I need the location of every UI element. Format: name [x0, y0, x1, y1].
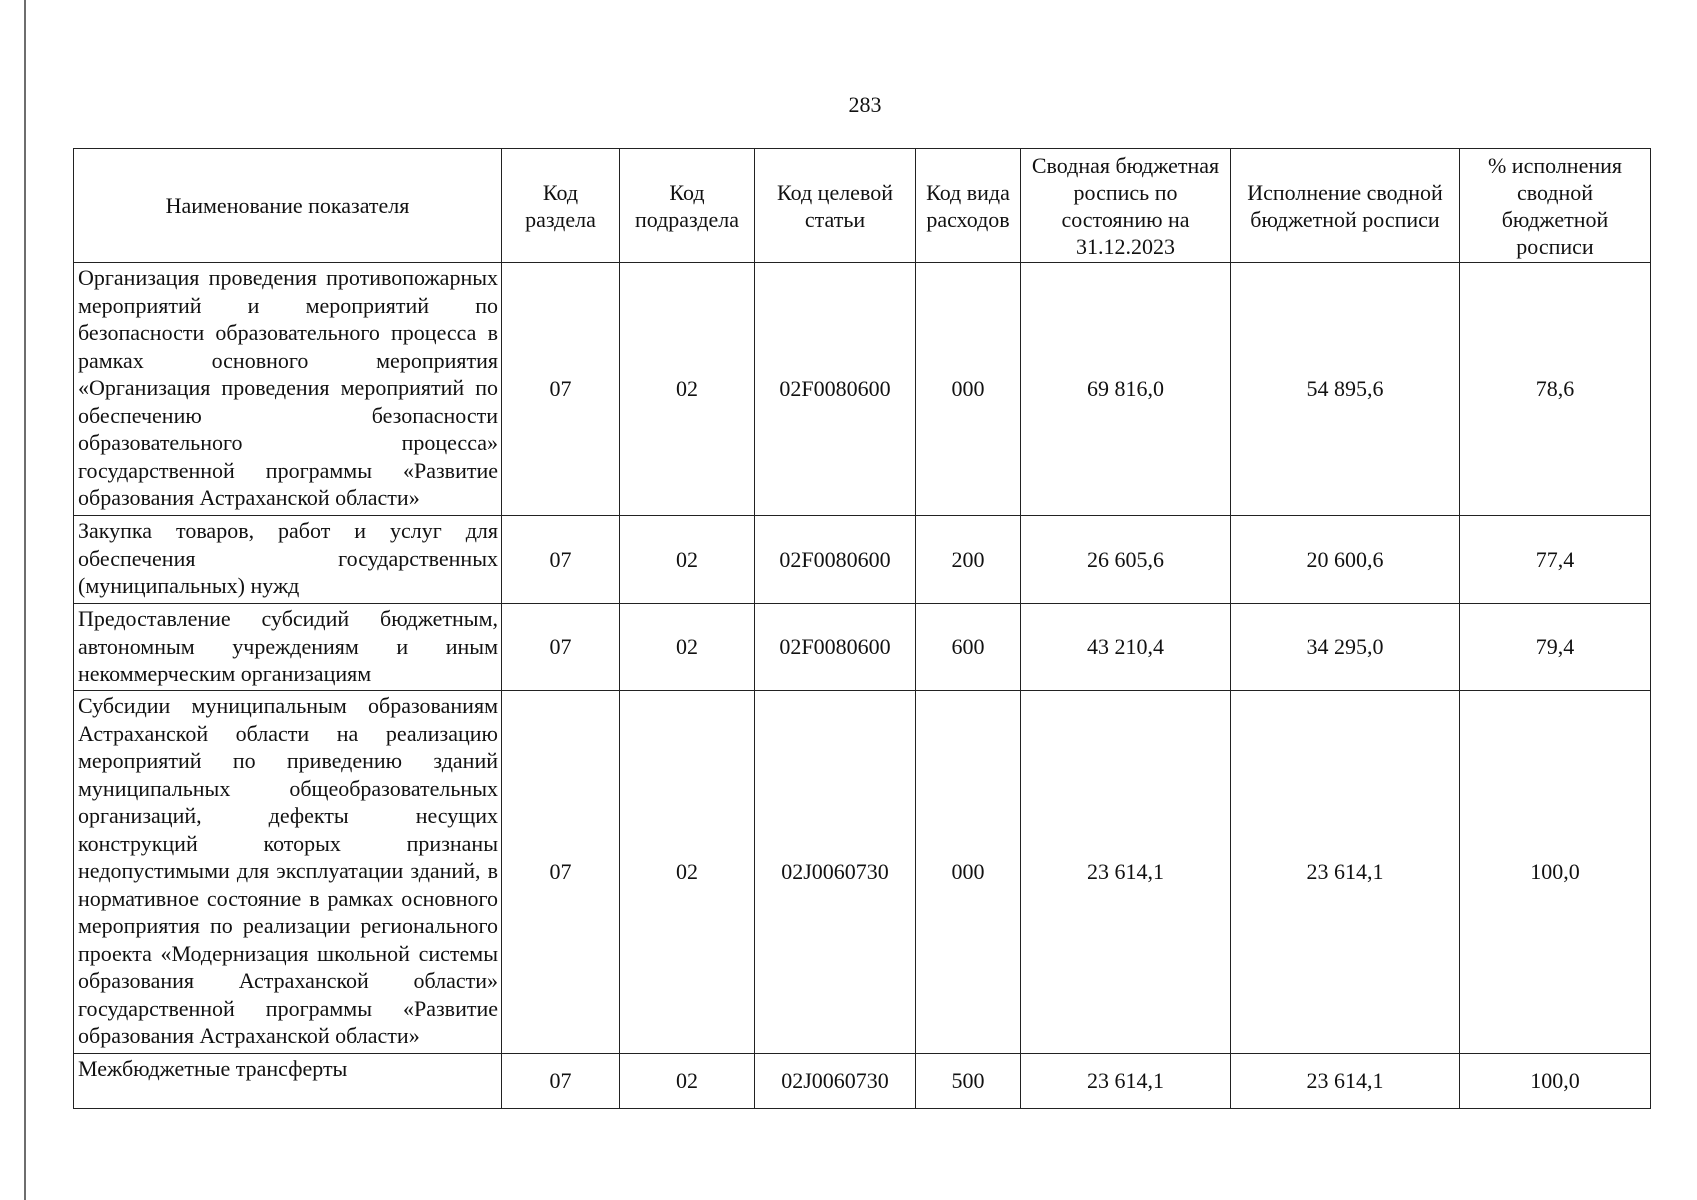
- row-section: 07: [502, 516, 620, 604]
- row-subsection: 02: [620, 263, 755, 516]
- row-expense-type: 600: [916, 604, 1021, 691]
- header-expense-type-code: Код вида расходов: [916, 149, 1021, 263]
- row-expense-type: 500: [916, 1054, 1021, 1109]
- table-row: [74, 516, 1651, 604]
- table-header-row: [74, 149, 1651, 263]
- row-subsection: 02: [620, 1054, 755, 1109]
- row-target: 02J0060730: [755, 691, 916, 1054]
- row-budget: 69 816,0: [1021, 263, 1231, 516]
- table-row: [74, 604, 1651, 691]
- row-percent: 78,6: [1460, 263, 1651, 516]
- table-row: [74, 1054, 1651, 1109]
- row-expense-type: 200: [916, 516, 1021, 604]
- table-row: [74, 691, 1651, 1054]
- row-percent: 79,4: [1460, 604, 1651, 691]
- row-percent: 77,4: [1460, 516, 1651, 604]
- row-name: Субсидии муниципальным образованиям Астраханской области на реализацию мероприятий по приведению зданий муниципальных общеобразовательных организаций, дефекты несущих конструкций которых признаны недопустимыми для эксплуатации зданий, в нормативное состояние в рамках основного мероприятия по реализации регионального проекта «Модернизация школьной системы образования Астраханской области» государственной программы «Развитие образования Астраханской области»: [74, 691, 502, 1054]
- row-expense-type: 000: [916, 691, 1021, 1054]
- budget-execution-table: [73, 148, 1651, 1109]
- row-section: 07: [502, 263, 620, 516]
- row-execution: 23 614,1: [1231, 691, 1460, 1054]
- header-section-code: Код раздела: [502, 149, 620, 263]
- row-percent: 100,0: [1460, 691, 1651, 1054]
- header-target-code: Код целевой статьи: [755, 149, 916, 263]
- row-budget: 23 614,1: [1021, 691, 1231, 1054]
- row-target: 02F0080600: [755, 604, 916, 691]
- row-name: Предоставление субсидий бюджетным, автономным учреждениям и иным некоммерческим организациям: [74, 604, 502, 691]
- page-number: 283: [848, 92, 882, 117]
- row-target: 02F0080600: [755, 516, 916, 604]
- row-target: 02J0060730: [755, 1054, 916, 1109]
- row-section: 07: [502, 604, 620, 691]
- row-name: Закупка товаров, работ и услуг для обеспечения государственных (муниципальных) нужд: [74, 516, 502, 604]
- header-percent: % исполнения сводной бюджетной росписи: [1460, 149, 1651, 263]
- row-execution: 34 295,0: [1231, 604, 1460, 691]
- row-execution: 54 895,6: [1231, 263, 1460, 516]
- row-budget: 43 210,4: [1021, 604, 1231, 691]
- row-budget: 26 605,6: [1021, 516, 1231, 604]
- row-target: 02F0080600: [755, 263, 916, 516]
- header-execution: Исполнение сводной бюджетной росписи: [1231, 149, 1460, 263]
- header-budget-list: Сводная бюджетная роспись по состоянию на 31.12.2023: [1021, 149, 1231, 263]
- row-execution: 20 600,6: [1231, 516, 1460, 604]
- row-name: Межбюджетные трансферты: [74, 1054, 502, 1109]
- row-subsection: 02: [620, 516, 755, 604]
- row-budget: 23 614,1: [1021, 1054, 1231, 1109]
- row-subsection: 02: [620, 691, 755, 1054]
- scan-edge-line: [24, 0, 26, 1200]
- row-execution: 23 614,1: [1231, 1054, 1460, 1109]
- row-percent: 100,0: [1460, 1054, 1651, 1109]
- row-subsection: 02: [620, 604, 755, 691]
- header-subsection-code: Код подраздела: [620, 149, 755, 263]
- table-row: [74, 263, 1651, 516]
- row-section: 07: [502, 691, 620, 1054]
- row-expense-type: 000: [916, 263, 1021, 516]
- header-name: Наименование показателя: [74, 149, 502, 263]
- row-name: Организация проведения противопожарных мероприятий и мероприятий по безопасности образовательного процесса в рамках основного мероприятия «Организация проведения мероприятий по обеспечению безопасности образовательного процесса» государственной программы «Развитие образования Астраханской области»: [74, 263, 502, 516]
- row-section: 07: [502, 1054, 620, 1109]
